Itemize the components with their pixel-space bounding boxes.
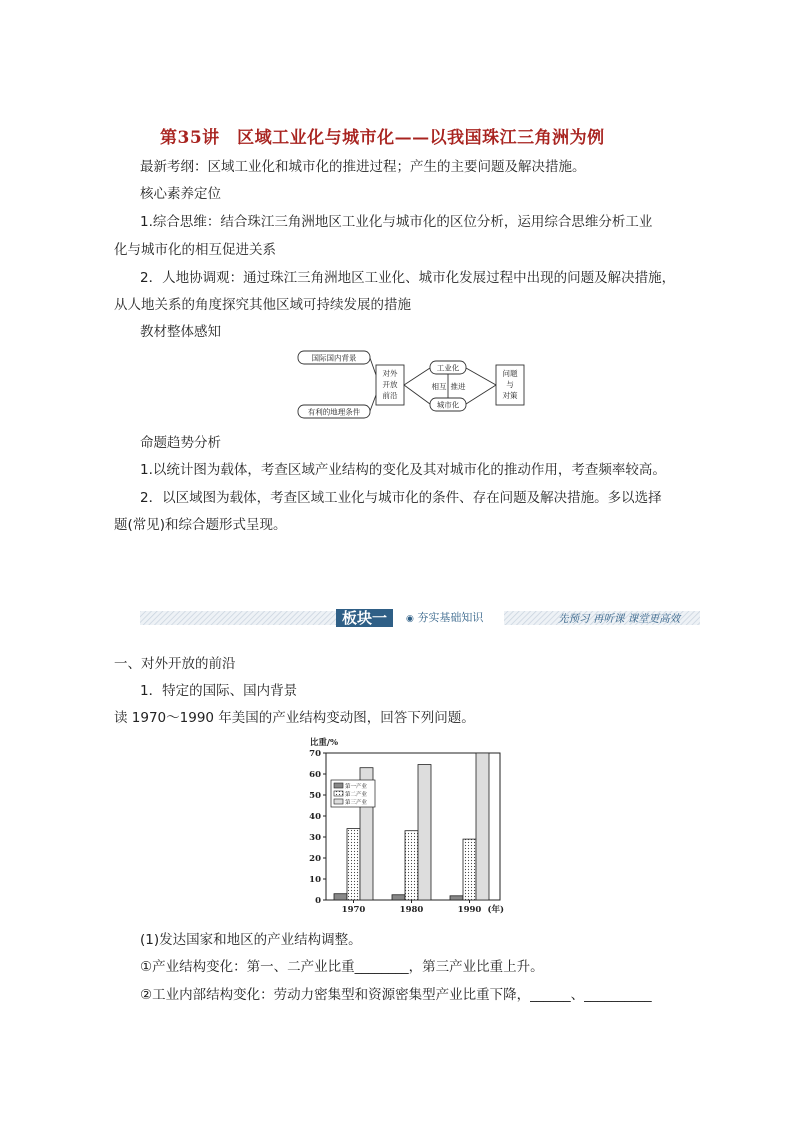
bar-2-1980 bbox=[405, 831, 418, 900]
concept-box-background: 国际国内背景 bbox=[311, 353, 357, 363]
concept-center-line3: 前沿 bbox=[382, 391, 398, 400]
concept-box-industrialization: 工业化 bbox=[436, 363, 460, 373]
bar-1-1970 bbox=[334, 894, 347, 900]
hexin-item-1b: 化与城市化的相互促进关系 bbox=[114, 242, 276, 258]
page-title: 第35讲 区域工业化与城市化——以我国珠江三角洲为例 bbox=[160, 128, 605, 148]
banner-block-label: 板块一 bbox=[336, 609, 393, 627]
y-tick-label: 60 bbox=[309, 770, 321, 780]
y-tick-label: 40 bbox=[309, 812, 321, 822]
hexin-item-2b: 从人地关系的角度探究其他区域可持续发展的措施 bbox=[114, 297, 411, 313]
y-tick-label: 20 bbox=[309, 854, 321, 864]
section-heading: 一、对外开放的前沿 bbox=[114, 656, 236, 672]
legend-swatch-2 bbox=[334, 791, 343, 796]
legend-label-2: 第二产业 bbox=[345, 792, 368, 798]
question-1-item-1: ①产业结构变化：第一、二产业比重________，第三产业比重上升。 bbox=[140, 959, 544, 975]
hexin-item-2a: 2．人地协调观：通过珠江三角洲地区工业化、城市化发展过程中出现的问题及解决措施， bbox=[140, 270, 676, 286]
y-tick-label: 0 bbox=[315, 896, 321, 906]
mingti-item-2a: 2．以区域图为载体，考查区域工业化与城市化的条件、存在问题及解决措施。多以选择 bbox=[140, 490, 662, 506]
read-instruction: 读 1970～1990 年美国的产业结构变动图，回答下列问题。 bbox=[114, 710, 475, 726]
y-tick-label: 70 bbox=[309, 749, 321, 759]
bar-1-1980 bbox=[392, 895, 405, 900]
bar-1-1990 bbox=[450, 896, 463, 900]
banner-subtitle: ◉ 夯实基础知识 bbox=[406, 611, 484, 624]
concept-box-conditions: 有利的地理条件 bbox=[307, 407, 361, 417]
concept-promote-label: 推进 bbox=[450, 382, 466, 391]
industry-structure-chart bbox=[296, 733, 516, 923]
y-tick-label: 30 bbox=[309, 833, 321, 843]
mingti-heading: 命题趋势分析 bbox=[140, 435, 221, 451]
jiaocai-heading: 教材整体感知 bbox=[140, 324, 221, 340]
concept-result-line2: 与 bbox=[506, 380, 514, 389]
x-tick-label: 1990 bbox=[457, 905, 482, 915]
y-axis-label: 比重/% bbox=[309, 738, 339, 748]
legend-swatch-1 bbox=[334, 783, 343, 788]
concept-map bbox=[296, 345, 528, 425]
concept-center-line2: 开放 bbox=[382, 380, 398, 389]
hexin-heading: 核心素养定位 bbox=[140, 186, 221, 202]
bar-3-1990 bbox=[476, 753, 489, 900]
concept-result-line3: 对策 bbox=[502, 391, 518, 400]
mingti-item-2b: 题(常见)和综合题形式呈现。 bbox=[114, 517, 287, 533]
x-axis-label: (年) bbox=[487, 905, 504, 915]
concept-mutual-label: 相互 bbox=[431, 382, 447, 391]
section-banner bbox=[140, 605, 700, 633]
concept-center-line1: 对外 bbox=[382, 369, 398, 378]
x-tick-label: 1980 bbox=[399, 905, 424, 915]
bar-3-1980 bbox=[418, 765, 431, 900]
question-1-item-2: ②工业内部结构变化：劳动力密集型和资源密集型产业比重下降，______、__________ bbox=[140, 987, 652, 1003]
bar-2-1970 bbox=[347, 829, 360, 900]
banner-slogan: 先预习 再听课 课堂更高效 bbox=[558, 613, 681, 625]
y-tick-label: 50 bbox=[309, 791, 321, 801]
bar-2-1990 bbox=[463, 839, 476, 900]
x-tick-label: 1970 bbox=[341, 905, 366, 915]
hexin-item-1a: 1.综合思维：结合珠江三角洲地区工业化与城市化的区位分析，运用综合思维分析工业 bbox=[140, 214, 653, 230]
banner-dot-icon: ◉ bbox=[406, 614, 414, 624]
mingti-item-1: 1.以统计图为载体，考查区域产业结构的变化及其对城市化的推动作用，考查频率较高。 bbox=[140, 462, 666, 478]
kaogang-text: 最新考纲：区域工业化和城市化的推进过程；产生的主要问题及解决措施。 bbox=[140, 159, 586, 175]
legend-label-3: 第三产业 bbox=[345, 800, 368, 806]
concept-result-line1: 问题 bbox=[502, 369, 518, 378]
legend-swatch-3 bbox=[334, 799, 343, 804]
question-1: (1)发达国家和地区的产业结构调整。 bbox=[140, 932, 362, 948]
subsection-heading: 1．特定的国际、国内背景 bbox=[140, 683, 298, 699]
y-tick-label: 10 bbox=[309, 875, 321, 885]
concept-box-urbanization: 城市化 bbox=[436, 400, 460, 410]
legend-label-1: 第一产业 bbox=[345, 784, 368, 790]
